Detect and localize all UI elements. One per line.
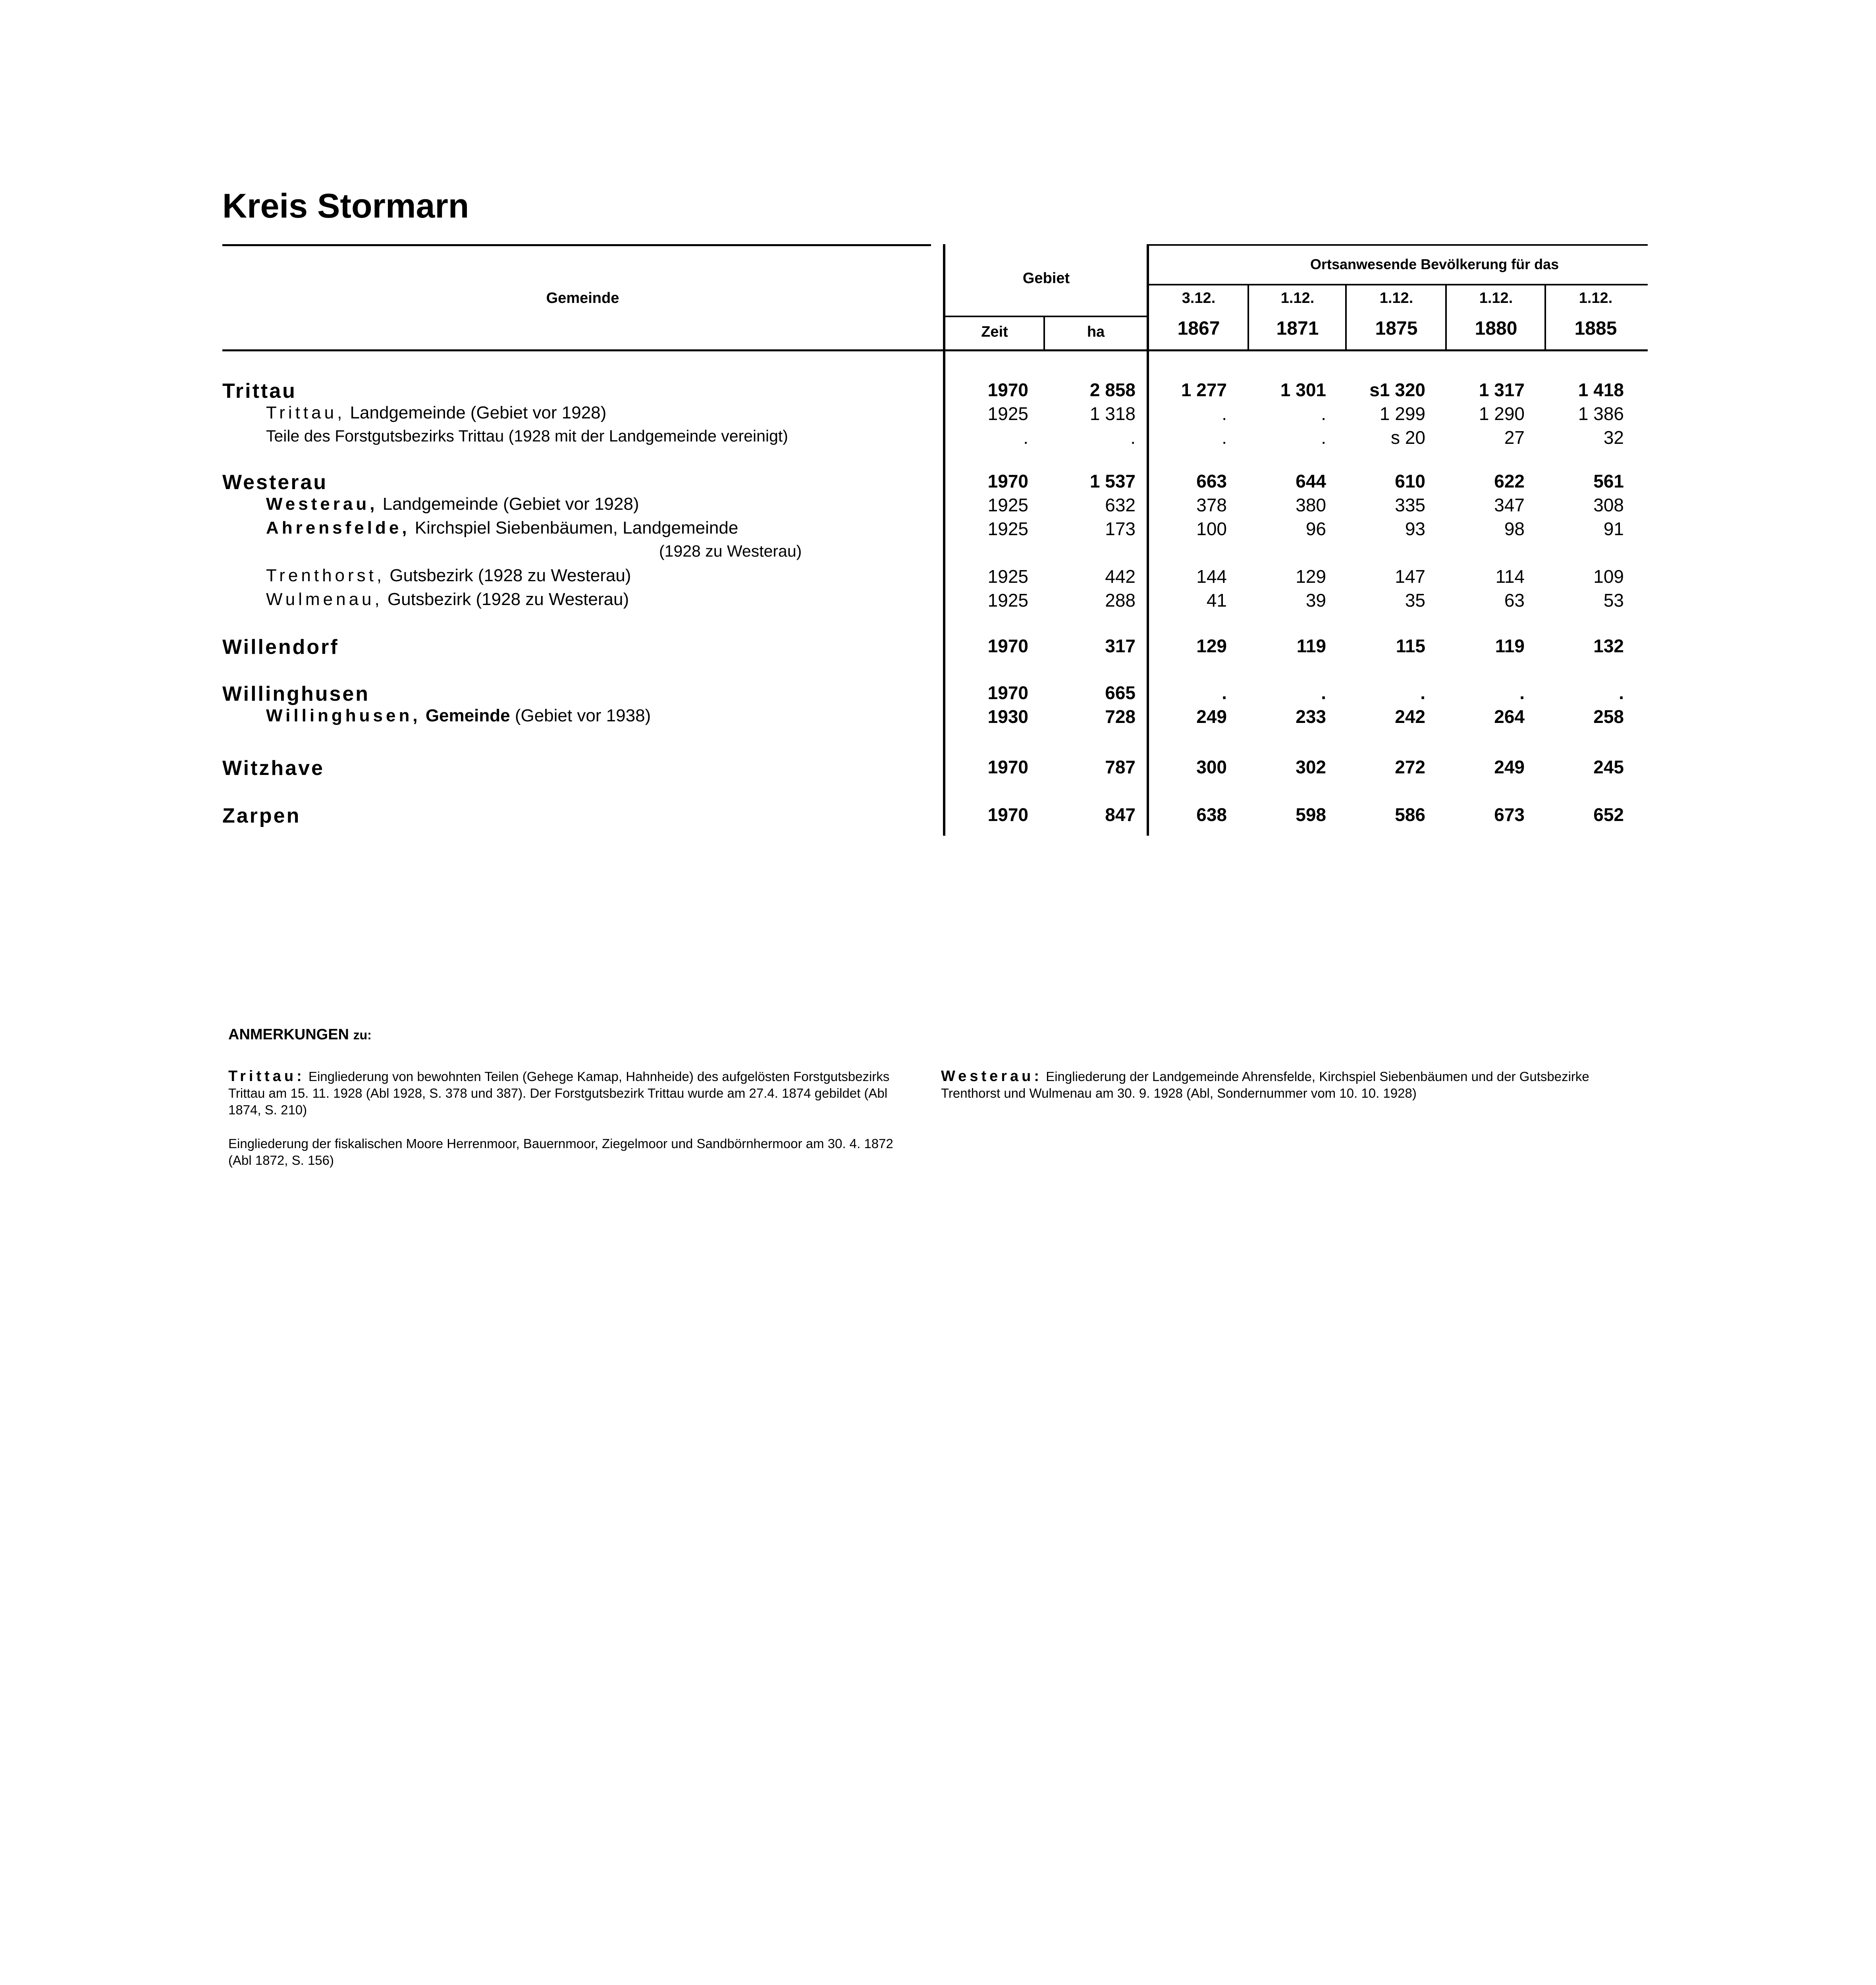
row-value-1867: 638 (1196, 804, 1227, 825)
row-value-1871: 302 (1296, 757, 1326, 777)
row-name: Westerau (222, 471, 328, 494)
row-value-1871: 233 (1296, 706, 1326, 727)
row-value-1880: 264 (1494, 706, 1525, 727)
row-name (266, 590, 629, 609)
row-ha: 665 (1105, 682, 1136, 703)
row-value-1885: 109 (1593, 566, 1624, 587)
row-name-detail: (Gebiet vor 1938) (515, 706, 651, 725)
row-value-1871: 96 (1305, 518, 1326, 539)
row-value-1875: s 20 (1391, 427, 1425, 448)
gebiet-sub-rule (945, 316, 1147, 317)
row-ha: 173 (1105, 518, 1136, 539)
header-date-2-day: 1.12. (1280, 290, 1315, 306)
header-bevoelkerung: Ortsanwesende Bevölkerung für das (1310, 256, 1559, 272)
row-ha: 728 (1105, 706, 1136, 727)
row-name: Teile des Forstgutsbezirks Trittau (1928 mit der Landgemeinde vereinigt) (266, 427, 788, 445)
row-name (266, 566, 631, 586)
row-value-1871: 129 (1296, 566, 1326, 587)
row-value-1871: . (1321, 427, 1326, 448)
row-value-1875: 242 (1395, 706, 1425, 727)
row-value-1880: . (1519, 682, 1525, 703)
row-value-1885: 91 (1603, 518, 1624, 539)
row-value-1867: . (1222, 403, 1227, 424)
row-name: Trittau (222, 380, 297, 403)
row-zeit: 1970 (987, 757, 1028, 777)
row-value-1871: 1 301 (1280, 380, 1326, 400)
header-date-4-day: 1.12. (1479, 290, 1513, 306)
row-value-1875: 93 (1405, 518, 1425, 539)
row-value-1867: 1 277 (1181, 380, 1227, 400)
row-ha: 632 (1105, 495, 1136, 515)
row-zeit: 1970 (987, 380, 1028, 400)
row-value-1867: 378 (1196, 495, 1227, 515)
row-value-1871: 598 (1296, 804, 1326, 825)
row-value-1875: 335 (1395, 495, 1425, 515)
row-ha: 2 858 (1089, 380, 1136, 400)
row-zeit: 1930 (987, 706, 1028, 727)
row-value-1880: 673 (1494, 804, 1525, 825)
row-name: Zarpen (222, 804, 301, 827)
row-value-1885: 561 (1593, 471, 1624, 491)
notes-heading (228, 1026, 372, 1043)
row-name-detail: Gutsbezirk (1928 zu Westerau) (387, 590, 629, 609)
row-value-1875: 610 (1395, 471, 1425, 491)
header-date-4-year: 1880 (1475, 318, 1517, 339)
row-zeit: 1925 (987, 403, 1028, 424)
row-value-1885: 1 418 (1578, 380, 1624, 400)
header-gebiet: Gebiet (1022, 270, 1070, 287)
row-ha: 442 (1105, 566, 1136, 587)
row-value-1880: 1 290 (1479, 403, 1525, 424)
row-name: Willendorf (222, 636, 339, 659)
row-value-1880: 98 (1504, 518, 1525, 539)
bevoelkerung-top-rule (1147, 244, 1648, 246)
row-value-1867: 249 (1196, 706, 1227, 727)
row-name-detail: Kirchspiel Siebenbäumen, Landgemeinde (415, 518, 738, 538)
note-moore-text: Eingliederung der fiskalischen Moore Herrenmoor, Bauernmoor, Ziegelmoor und Sandbörnhermoor am 30. 4. 1872 (Abl 1872, S. 156) (228, 1136, 893, 1168)
row-value-1871: 644 (1296, 471, 1326, 491)
header-bottom-rule (222, 349, 1648, 351)
row-name-place: Willinghusen, (266, 706, 421, 725)
row-value-1875: 586 (1395, 804, 1425, 825)
row-value-1871: 380 (1296, 495, 1326, 515)
row-ha: 1 537 (1089, 471, 1136, 491)
row-name (266, 518, 738, 538)
header-date-5-day: 1.12. (1579, 290, 1613, 306)
row-value-1875: 147 (1395, 566, 1425, 587)
table-top-rule (222, 244, 931, 246)
row-name-place: Trittau, (266, 403, 345, 422)
row-value-1867: 663 (1196, 471, 1227, 491)
row-value-1875: s1 320 (1369, 380, 1425, 400)
row-value-1885: 1 386 (1578, 403, 1624, 424)
row-name-place: Ahrensfelde, (266, 518, 410, 538)
row-value-1875: . (1420, 682, 1425, 703)
row-value-1867: 100 (1196, 518, 1227, 539)
row-value-1867: 300 (1196, 757, 1227, 777)
row-name (266, 706, 651, 726)
header-date-3-year: 1875 (1375, 318, 1418, 339)
row-value-1880: 119 (1495, 636, 1525, 656)
row-value-1871: . (1321, 682, 1326, 703)
row-zeit: 1925 (987, 590, 1028, 611)
row-ha: 787 (1105, 757, 1136, 777)
row-value-1880: 622 (1494, 471, 1525, 491)
row-zeit: 1925 (987, 495, 1028, 515)
header-date-5-year: 1885 (1574, 318, 1617, 339)
note-trittau-text: Eingliederung von bewohnten Teilen (Gehege Kamap, Hahnheide) des aufgelösten Forstgutsbezirks Trittau am 15. 11. 1928 (Abl 1928, S. 378 und 387). Der Forstgutsbezirk Trittau wurde am 27.4. 1874 gebildet (Abl 1874, S. 210) (228, 1069, 890, 1117)
row-value-1885: 132 (1593, 636, 1624, 656)
row-value-1871: 119 (1296, 636, 1326, 656)
row-value-1880: 27 (1504, 427, 1525, 448)
header-ha: ha (1087, 324, 1105, 340)
note-westerau-label: Westerau: (941, 1068, 1043, 1085)
row-value-1885: . (1619, 682, 1624, 703)
row-value-1885: 308 (1593, 495, 1624, 515)
row-zeit: 1925 (987, 566, 1028, 587)
row-ha: 288 (1105, 590, 1136, 611)
row-name (266, 403, 606, 423)
note-westerau-text: Eingliederung der Landgemeinde Ahrensfelde, Kirchspiel Siebenbäumen und der Gutsbezirke Trenthorst und Wulmenau am 30. 9. 1928 (Abl, Sondernummer vom 10. 10. 1928) (941, 1069, 1589, 1100)
row-value-1867: 41 (1206, 590, 1227, 611)
row-value-1880: 1 317 (1479, 380, 1525, 400)
row-name: Willinghusen (222, 682, 370, 705)
notes-heading-suffix: zu: (353, 1028, 372, 1042)
row-zeit: 1970 (987, 682, 1028, 703)
row-value-1875: 115 (1396, 636, 1425, 656)
row-zeit: 1925 (987, 518, 1028, 539)
row-name-place: Wulmenau, (266, 590, 383, 609)
note-moore (228, 1135, 903, 1169)
header-sub-rule (1147, 284, 1648, 285)
row-zeit: 1970 (987, 471, 1028, 491)
row-name: Witzhave (222, 757, 324, 780)
row-value-1867: . (1222, 682, 1227, 703)
header-zeit: Zeit (981, 324, 1008, 340)
row-value-1885: 245 (1593, 757, 1624, 777)
header-date-1-year: 1867 (1177, 318, 1220, 339)
row-name-type: Gemeinde (425, 706, 510, 725)
row-value-1871: . (1321, 403, 1326, 424)
row-value-1867: . (1222, 427, 1227, 448)
row-value-1880: 63 (1504, 590, 1525, 611)
row-value-1867: 144 (1196, 566, 1227, 587)
row-ha: 847 (1105, 804, 1136, 825)
header-gemeinde: Gemeinde (546, 290, 619, 306)
row-value-1875: 1 299 (1379, 403, 1425, 424)
row-value-1880: 114 (1495, 566, 1525, 587)
row-value-1880: 347 (1494, 495, 1525, 515)
row-zeit: 1970 (987, 804, 1028, 825)
note-trittau-label: Trittau: (228, 1068, 305, 1085)
row-value-1867: 129 (1196, 636, 1227, 656)
row-value-1871: 39 (1305, 590, 1326, 611)
row-name-detail: Landgemeinde (Gebiet vor 1928) (382, 494, 639, 514)
row-value-1880: 249 (1494, 757, 1525, 777)
row-zeit: . (1023, 427, 1028, 448)
row-zeit: 1970 (987, 636, 1028, 656)
row-name-detail: Gutsbezirk (1928 zu Westerau) (389, 566, 631, 585)
row-name-place: Trenthorst, (266, 566, 385, 585)
row-name-line2: (1928 zu Westerau) (659, 542, 802, 560)
row-value-1885: 32 (1603, 427, 1624, 448)
notes-heading-text: ANMERKUNGEN (228, 1026, 349, 1043)
row-name-place: Westerau, (266, 494, 378, 514)
note-trittau (228, 1068, 903, 1118)
row-value-1875: 272 (1395, 757, 1425, 777)
header-date-3-day: 1.12. (1379, 290, 1413, 306)
row-value-1885: 53 (1603, 590, 1624, 611)
row-ha: . (1130, 427, 1136, 448)
row-ha: 317 (1105, 636, 1136, 656)
row-value-1885: 258 (1593, 706, 1624, 727)
row-ha: 1 318 (1089, 403, 1136, 424)
row-value-1885: 652 (1593, 804, 1624, 825)
row-name (266, 494, 639, 514)
row-value-1875: 35 (1405, 590, 1425, 611)
row-name-detail: Landgemeinde (Gebiet vor 1928) (350, 403, 607, 422)
note-westerau (941, 1068, 1652, 1102)
header-date-2-year: 1871 (1276, 318, 1319, 339)
page-title: Kreis Stormarn (222, 187, 469, 225)
header-date-1-day: 3.12. (1182, 290, 1216, 306)
